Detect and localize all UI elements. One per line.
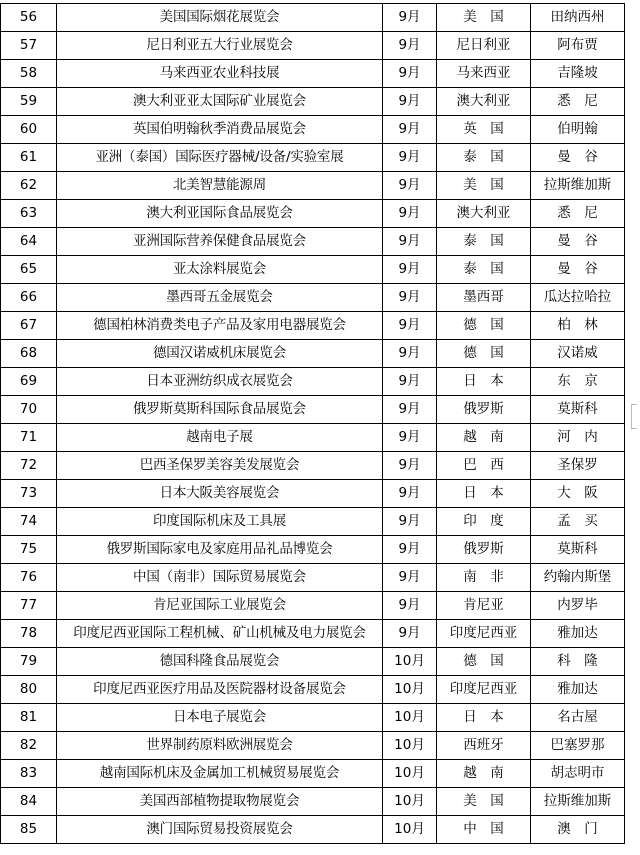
exhibition-name: 亚太涂料展览会 (57, 256, 383, 284)
table-row (1, 396, 625, 424)
exhibition-month: 9月 (383, 452, 437, 480)
row-number: 78 (1, 620, 57, 648)
table-row (1, 284, 625, 312)
exhibition-name: 澳门国际贸易投资展览会 (57, 816, 383, 844)
table-row (1, 312, 625, 340)
exhibition-name: 越南国际机床及金属加工机械贸易展览会 (57, 760, 383, 788)
exhibition-city: 科 隆 (531, 648, 625, 676)
exhibition-city: 莫斯科 (531, 536, 625, 564)
page-edge-mark (631, 428, 637, 430)
table-row (1, 620, 625, 648)
row-number: 58 (1, 60, 57, 88)
row-number: 60 (1, 116, 57, 144)
table-row (1, 4, 625, 32)
exhibition-name: 中国（南非）国际贸易展览会 (57, 564, 383, 592)
exhibition-name: 尼日利亚五大行业展览会 (57, 32, 383, 60)
table-row (1, 60, 625, 88)
table-row (1, 536, 625, 564)
exhibition-city: 吉隆坡 (531, 60, 625, 88)
exhibition-city: 悉 尼 (531, 88, 625, 116)
exhibition-city: 莫斯科 (531, 396, 625, 424)
exhibition-city: 河 内 (531, 424, 625, 452)
exhibition-country: 马来西亚 (437, 60, 531, 88)
row-number: 84 (1, 788, 57, 816)
table-row (1, 704, 625, 732)
exhibition-name: 日本亚洲纺织成衣展览会 (57, 368, 383, 396)
exhibition-name: 澳大利亚国际食品展览会 (57, 200, 383, 228)
exhibition-country: 中 国 (437, 816, 531, 844)
table-row (1, 648, 625, 676)
exhibition-name: 印度尼西亚医疗用品及医院器材设备展览会 (57, 676, 383, 704)
row-number: 67 (1, 312, 57, 340)
exhibition-city: 名古屋 (531, 704, 625, 732)
exhibition-country: 印 度 (437, 508, 531, 536)
exhibition-city: 东 京 (531, 368, 625, 396)
table-row (1, 816, 625, 844)
exhibition-name: 巴西圣保罗美容美发展览会 (57, 452, 383, 480)
row-number: 69 (1, 368, 57, 396)
exhibition-country: 尼日利亚 (437, 32, 531, 60)
exhibition-country: 日 本 (437, 704, 531, 732)
row-number: 75 (1, 536, 57, 564)
exhibition-name: 澳大利亚亚太国际矿业展览会 (57, 88, 383, 116)
row-number: 62 (1, 172, 57, 200)
table-row (1, 144, 625, 172)
exhibition-city: 拉斯维加斯 (531, 788, 625, 816)
table-row (1, 592, 625, 620)
exhibition-month: 9月 (383, 480, 437, 508)
exhibition-country: 德 国 (437, 340, 531, 368)
exhibition-country: 日 本 (437, 368, 531, 396)
exhibition-country: 澳大利亚 (437, 88, 531, 116)
table-row (1, 172, 625, 200)
exhibition-city: 孟 买 (531, 508, 625, 536)
exhibition-country: 德 国 (437, 312, 531, 340)
table-row (1, 564, 625, 592)
exhibition-city: 内罗毕 (531, 592, 625, 620)
row-number: 76 (1, 564, 57, 592)
exhibition-month: 9月 (383, 228, 437, 256)
exhibition-month: 9月 (383, 172, 437, 200)
exhibition-name: 墨西哥五金展览会 (57, 284, 383, 312)
exhibition-city: 曼 谷 (531, 228, 625, 256)
table-row (1, 200, 625, 228)
exhibition-name: 日本电子展览会 (57, 704, 383, 732)
table-row (1, 88, 625, 116)
exhibition-city: 伯明翰 (531, 116, 625, 144)
exhibition-month: 9月 (383, 340, 437, 368)
exhibition-city: 汉诺威 (531, 340, 625, 368)
exhibition-country: 印度尼西亚 (437, 676, 531, 704)
exhibition-name: 德国科隆食品展览会 (57, 648, 383, 676)
table-body (1, 4, 625, 844)
table-row (1, 340, 625, 368)
exhibition-city: 悉 尼 (531, 200, 625, 228)
row-number: 56 (1, 4, 57, 32)
exhibition-name: 美国西部植物提取物展览会 (57, 788, 383, 816)
exhibition-month: 9月 (383, 88, 437, 116)
table-row (1, 508, 625, 536)
exhibition-month: 9月 (383, 368, 437, 396)
row-number: 71 (1, 424, 57, 452)
exhibition-month: 10月 (383, 788, 437, 816)
exhibition-month: 10月 (383, 816, 437, 844)
row-number: 82 (1, 732, 57, 760)
exhibition-city: 巴塞罗那 (531, 732, 625, 760)
exhibition-name: 印度国际机床及工具展 (57, 508, 383, 536)
exhibition-name: 世界制药原料欧洲展览会 (57, 732, 383, 760)
row-number: 73 (1, 480, 57, 508)
table-row (1, 676, 625, 704)
exhibition-city: 拉斯维加斯 (531, 172, 625, 200)
exhibition-name: 德国汉诺威机床展览会 (57, 340, 383, 368)
exhibition-country: 日 本 (437, 480, 531, 508)
exhibition-city: 胡志明市 (531, 760, 625, 788)
exhibition-country: 泰 国 (437, 144, 531, 172)
exhibition-name: 德国柏林消费类电子产品及家用电器展览会 (57, 312, 383, 340)
exhibition-city: 柏 林 (531, 312, 625, 340)
exhibition-name: 肯尼亚国际工业展览会 (57, 592, 383, 620)
row-number: 66 (1, 284, 57, 312)
exhibition-name: 亚洲国际营养保健食品展览会 (57, 228, 383, 256)
exhibition-month: 9月 (383, 144, 437, 172)
exhibition-country: 英 国 (437, 116, 531, 144)
table-row (1, 732, 625, 760)
row-number: 79 (1, 648, 57, 676)
exhibition-city: 田纳西州 (531, 4, 625, 32)
exhibition-month: 9月 (383, 536, 437, 564)
exhibition-country: 俄罗斯 (437, 396, 531, 424)
exhibition-month: 10月 (383, 732, 437, 760)
exhibition-name: 越南电子展 (57, 424, 383, 452)
table-row (1, 452, 625, 480)
exhibition-name: 北美智慧能源周 (57, 172, 383, 200)
exhibition-name: 印度尼西亚国际工程机械、矿山机械及电力展览会 (57, 620, 383, 648)
page-edge-mark (631, 404, 633, 428)
exhibition-city: 曼 谷 (531, 256, 625, 284)
exhibition-month: 9月 (383, 396, 437, 424)
exhibition-city: 大 阪 (531, 480, 625, 508)
exhibition-name: 俄罗斯莫斯科国际食品展览会 (57, 396, 383, 424)
exhibition-city: 阿布贾 (531, 32, 625, 60)
row-number: 63 (1, 200, 57, 228)
table-row (1, 116, 625, 144)
exhibition-month: 9月 (383, 284, 437, 312)
exhibition-country: 巴 西 (437, 452, 531, 480)
exhibition-month: 9月 (383, 200, 437, 228)
exhibition-name: 美国国际烟花展览会 (57, 4, 383, 32)
exhibition-city: 瓜达拉哈拉 (531, 284, 625, 312)
row-number: 74 (1, 508, 57, 536)
row-number: 64 (1, 228, 57, 256)
exhibition-city: 约翰内斯堡 (531, 564, 625, 592)
exhibition-name: 俄罗斯国际家电及家庭用品礼品博览会 (57, 536, 383, 564)
table-row (1, 32, 625, 60)
exhibition-month: 10月 (383, 704, 437, 732)
exhibition-month: 9月 (383, 4, 437, 32)
row-number: 81 (1, 704, 57, 732)
exhibition-country: 印度尼西亚 (437, 620, 531, 648)
exhibition-country: 肯尼亚 (437, 592, 531, 620)
exhibition-name: 马来西亚农业科技展 (57, 60, 383, 88)
row-number: 57 (1, 32, 57, 60)
row-number: 65 (1, 256, 57, 284)
row-number: 83 (1, 760, 57, 788)
exhibition-table (0, 3, 625, 844)
exhibition-name: 英国伯明翰秋季消费品展览会 (57, 116, 383, 144)
exhibition-name: 亚洲（泰国）国际医疗器械/设备/实验室展 (57, 144, 383, 172)
row-number: 80 (1, 676, 57, 704)
exhibition-city: 澳 门 (531, 816, 625, 844)
exhibition-country: 美 国 (437, 172, 531, 200)
exhibition-country: 墨西哥 (437, 284, 531, 312)
exhibition-country: 南 非 (437, 564, 531, 592)
row-number: 70 (1, 396, 57, 424)
exhibition-month: 9月 (383, 508, 437, 536)
exhibition-country: 美 国 (437, 4, 531, 32)
exhibition-country: 泰 国 (437, 228, 531, 256)
exhibition-month: 9月 (383, 60, 437, 88)
row-number: 77 (1, 592, 57, 620)
table-row (1, 228, 625, 256)
table-row (1, 256, 625, 284)
row-number: 85 (1, 816, 57, 844)
exhibition-city: 圣保罗 (531, 452, 625, 480)
exhibition-month: 9月 (383, 620, 437, 648)
exhibition-month: 10月 (383, 676, 437, 704)
row-number: 59 (1, 88, 57, 116)
exhibition-month: 9月 (383, 564, 437, 592)
table-row (1, 788, 625, 816)
exhibition-country: 德 国 (437, 648, 531, 676)
exhibition-country: 越 南 (437, 760, 531, 788)
exhibition-month: 9月 (383, 32, 437, 60)
table-row (1, 368, 625, 396)
exhibition-month: 9月 (383, 312, 437, 340)
exhibition-month: 10月 (383, 760, 437, 788)
row-number: 61 (1, 144, 57, 172)
exhibition-month: 9月 (383, 592, 437, 620)
row-number: 72 (1, 452, 57, 480)
exhibition-country: 澳大利亚 (437, 200, 531, 228)
exhibition-month: 9月 (383, 424, 437, 452)
exhibition-month: 10月 (383, 648, 437, 676)
exhibition-month: 9月 (383, 116, 437, 144)
exhibition-name: 日本大阪美容展览会 (57, 480, 383, 508)
table-row (1, 760, 625, 788)
exhibition-city: 雅加达 (531, 676, 625, 704)
exhibition-city: 曼 谷 (531, 144, 625, 172)
exhibition-country: 泰 国 (437, 256, 531, 284)
row-number: 68 (1, 340, 57, 368)
exhibition-country: 西班牙 (437, 732, 531, 760)
exhibition-country: 越 南 (437, 424, 531, 452)
table-row (1, 424, 625, 452)
exhibition-city: 雅加达 (531, 620, 625, 648)
exhibition-country: 美 国 (437, 788, 531, 816)
exhibition-country: 俄罗斯 (437, 536, 531, 564)
exhibition-month: 9月 (383, 256, 437, 284)
table-row (1, 480, 625, 508)
